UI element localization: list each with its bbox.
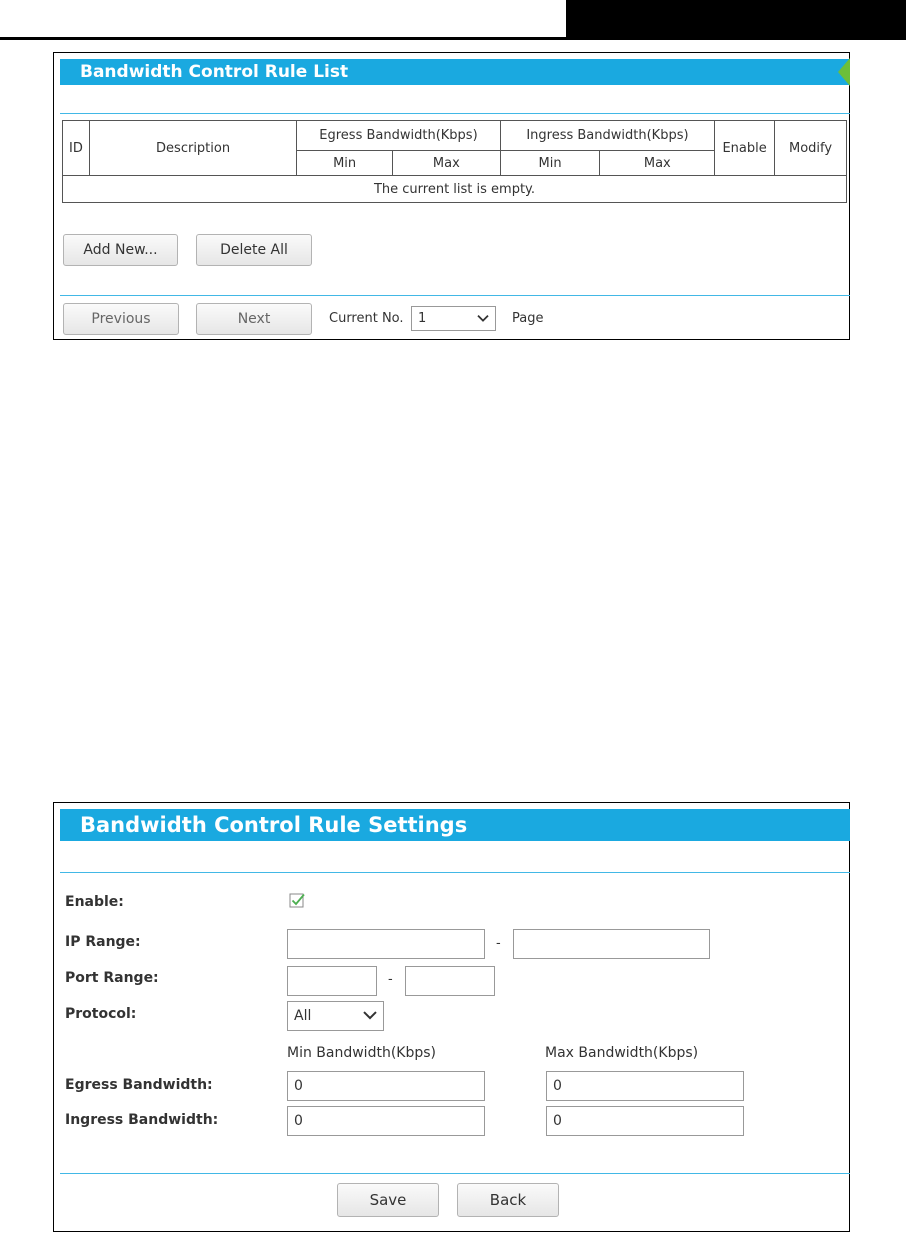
max-bandwidth-header: Max Bandwidth(Kbps) xyxy=(545,1045,699,1061)
rule-settings-title: Bandwidth Control Rule Settings xyxy=(60,809,850,841)
egress-max-input[interactable] xyxy=(546,1071,744,1101)
header-rule xyxy=(0,37,906,40)
col-egress: Egress Bandwidth(Kbps) xyxy=(297,121,501,151)
next-button[interactable]: Next xyxy=(196,303,312,335)
col-egress-min: Min xyxy=(297,151,393,176)
col-ingress: Ingress Bandwidth(Kbps) xyxy=(500,121,714,151)
enable-checkbox[interactable] xyxy=(289,892,305,908)
chevron-down-icon xyxy=(477,314,489,322)
rule-list-panel xyxy=(53,52,850,340)
ip-range-label: IP Range: xyxy=(65,934,141,950)
previous-button[interactable]: Previous xyxy=(63,303,179,335)
divider xyxy=(60,872,850,873)
protocol-value: All xyxy=(294,1008,312,1024)
ip-range-end-input[interactable] xyxy=(513,929,710,959)
protocol-select[interactable] xyxy=(287,1001,384,1031)
back-button[interactable]: Back xyxy=(457,1183,559,1217)
divider xyxy=(60,295,850,296)
ip-range-separator: - xyxy=(496,936,501,951)
ip-range-start-input[interactable] xyxy=(287,929,485,959)
rule-list-title: Bandwidth Control Rule List xyxy=(60,59,850,85)
current-page-select[interactable] xyxy=(411,306,496,331)
col-ingress-min: Min xyxy=(500,151,600,176)
ingress-max-input[interactable] xyxy=(546,1106,744,1136)
divider xyxy=(60,1173,850,1174)
enable-label: Enable: xyxy=(65,894,124,910)
min-bandwidth-header: Min Bandwidth(Kbps) xyxy=(287,1045,436,1061)
rule-settings-panel xyxy=(53,802,850,1232)
col-ingress-max: Max xyxy=(600,151,715,176)
port-range-end-input[interactable] xyxy=(405,966,495,996)
protocol-label: Protocol: xyxy=(65,1006,137,1022)
chevron-down-icon xyxy=(363,1011,377,1020)
page-label: Page xyxy=(512,311,544,326)
col-modify: Modify xyxy=(775,121,847,176)
port-range-start-input[interactable] xyxy=(287,966,377,996)
col-description: Description xyxy=(89,121,296,176)
ingress-bandwidth-label: Ingress Bandwidth: xyxy=(65,1112,219,1128)
egress-bandwidth-label: Egress Bandwidth: xyxy=(65,1077,213,1093)
delete-all-button[interactable]: Delete All xyxy=(196,234,312,266)
header-black-bar xyxy=(566,0,906,38)
rule-table xyxy=(62,120,847,203)
save-button[interactable]: Save xyxy=(337,1183,439,1217)
port-range-label: Port Range: xyxy=(65,970,159,986)
col-egress-max: Max xyxy=(392,151,500,176)
egress-min-input[interactable] xyxy=(287,1071,485,1101)
divider xyxy=(60,113,850,114)
empty-list-message: The current list is empty. xyxy=(63,176,847,203)
col-id: ID xyxy=(63,121,90,176)
col-enable: Enable xyxy=(715,121,775,176)
add-new-button[interactable]: Add New... xyxy=(63,234,178,266)
ingress-min-input[interactable] xyxy=(287,1106,485,1136)
current-no-label: Current No. xyxy=(329,311,404,326)
port-range-separator: - xyxy=(388,972,393,987)
current-page-value: 1 xyxy=(418,311,427,326)
